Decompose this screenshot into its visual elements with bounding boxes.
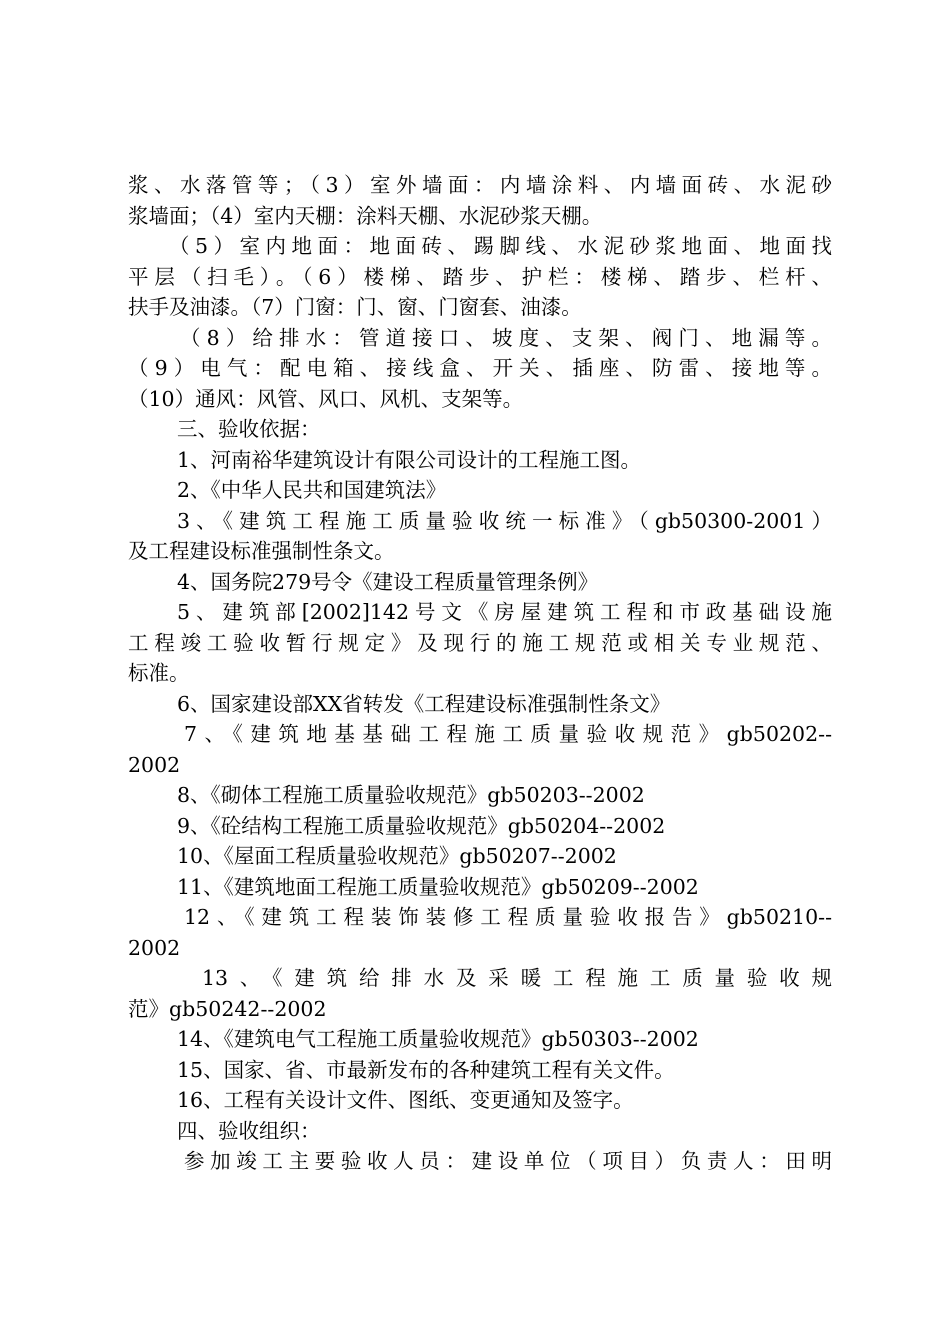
list-item: 13、《建筑给排水及采暖工程施工质量验收规	[202, 966, 832, 990]
list-item: 12、《建筑工程装饰装修工程质量验收报告》gb50210--	[184, 905, 832, 929]
list-item: 2、《中华人民共和国建筑法》	[177, 478, 447, 502]
text-line: 工程竣工验收暂行规定》及现行的施工规范或相关专业规范、	[128, 630, 832, 655]
list-item: 5、建筑部[2002]142号文《房屋建筑工程和市政基础设施	[177, 600, 832, 624]
text-line: （9）电气：配电箱、接线盒、开关、插座、防雷、接地等。	[128, 356, 832, 380]
text-line: 2002	[128, 935, 181, 960]
list-item: 15、国家、省、市最新发布的各种建筑工程有关文件。	[177, 1057, 675, 1082]
text-line: 标准。	[128, 661, 190, 685]
text-line: （5）室内地面：地面砖、踢脚线、水泥砂浆地面、地面找	[169, 234, 832, 258]
text-line: 浆墙面；（4）室内天棚：涂料天棚、水泥砂浆天棚。	[128, 203, 603, 228]
list-item: 3、《建筑工程施工质量验收统一标准》（gb50300-2001）	[177, 508, 832, 533]
text-line: 浆、水落管等；（3）室外墙面：内墙涂料、内墙面砖、水泥砂	[128, 173, 832, 197]
list-item: 16、工程有关设计文件、图纸、变更通知及签字。	[177, 1088, 634, 1112]
list-item: 4、国务院279号令《建设工程质量管理条例》	[177, 569, 599, 594]
document-body	[128, 170, 832, 1177]
text-line: 扶手及油漆。（7）门窗：门、窗、门窗套、油漆。	[128, 295, 582, 319]
text-line: 范》gb50242--2002	[128, 996, 327, 1021]
text-line: 及工程建设标准强制性条文。	[128, 539, 395, 563]
list-item: 10、《屋面工程质量验收规范》gb50207--2002	[177, 844, 617, 868]
list-item: 6、国家建设部XX省转发《工程建设标准强制性条文》	[177, 691, 671, 716]
list-item: 8、《砌体工程施工质量验收规范》gb50203--2002	[177, 783, 645, 807]
section-heading: 三、验收依据：	[177, 417, 321, 441]
list-item: 9、《砼结构工程施工质量验收规范》gb50204--2002	[177, 813, 666, 838]
section-heading: 四、验收组织：	[177, 1118, 321, 1143]
list-item: 7、《建筑地基基础工程施工质量验收规范》gb50202--	[184, 722, 832, 746]
text-line: （10）通风：风管、风口、风机、支架等。	[128, 386, 524, 411]
text-line: 2002	[128, 752, 181, 777]
list-item: 11、《建筑地面工程施工质量验收规范》gb50209--2002	[177, 874, 699, 899]
text-line: （8）给排水：管道接口、坡度、支架、阀门、地漏等。	[180, 325, 832, 350]
text-line: 平层（扫毛）。（6）楼梯、踏步、护栏：楼梯、踏步、栏杆、	[128, 264, 832, 289]
text-line: 参加竣工主要验收人员：建设单位（项目）负责人：田明	[184, 1149, 832, 1173]
list-item: 1、河南裕华建筑设计有限公司设计的工程施工图。	[177, 447, 642, 472]
list-item: 14、《建筑电气工程施工质量验收规范》gb50303--2002	[177, 1027, 699, 1051]
